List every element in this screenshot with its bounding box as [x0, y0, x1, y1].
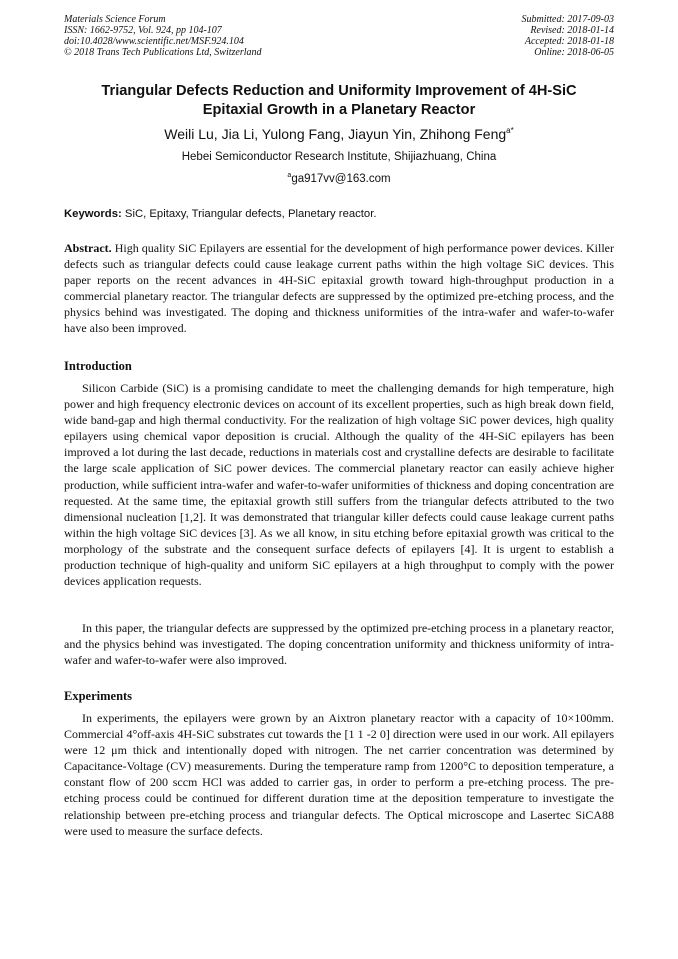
abstract-label: Abstract. — [64, 241, 112, 255]
title-line-2: Epitaxial Growth in a Planetary Reactor — [202, 102, 476, 118]
introduction-paragraph-2: In this paper, the triangular defects are suppressed by the optimized pre-etching process in a planetary reactor, and the physics behind was investigated. The doping concentration uniformity and thickness uniformity of intra-wafer and wafer-to-wafer were also improved. — [64, 621, 614, 668]
doi: doi:10.4028/www.scientific.net/MSF.924.104 — [64, 36, 244, 47]
journal-name: Materials Science Forum — [64, 14, 166, 25]
experiments-paragraph-1: In experiments, the epilayers were grown by an Aixtron planetary reactor with a capacity of 10×100mm. Commercial 4°off-axis 4H-SiC substrates cut towards the [1 1 -2 0] direction were used in our work. All epilayers were 12 μm thick and intentionally doped with nitrogen. The net carrier concentration was determined by Capacitance-Voltage (CV) measurements. During the temperature ramp from 1200°C to deposition temperature, a constant flow of 200 sccm HCl was added to carrier gas, in order to perform a pre-etching process. The pre-etching process could be continued for different duration time at the deposition temperature to investigate the relationship between pre-etching process and triangular defects. The Optical microscope and Lasertec SiCA88 were used to measure the surface defects. — [64, 711, 614, 838]
publication-dates — [522, 14, 615, 58]
introduction-heading: Introduction — [64, 359, 132, 373]
abstract-text: High quality SiC Epilayers are essential for the development of high performance power devices. Killer defects such as triangular defects could cause leakage current paths within the high voltage SiC devices. This paper reports on the recent advances in 4H-SiC epitaxial growth toward high-throughput production in a commercial planetary reactor. The triangular defects are suppressed by the optimized pre-etching process, and the physics behind was investigated. The doping and thickness uniformities of the intra-wafer and wafer-to-wafer have also been improved. — [64, 241, 614, 336]
author-email: ga917vv@163.com — [291, 173, 391, 185]
authors: Weili Lu, Jia Li, Yulong Fang, Jiayun Yin, Zhihong Feng — [164, 126, 507, 142]
copyright: © 2018 Trans Tech Publications Ltd, Switzerland — [64, 47, 262, 58]
submitted-date: Submitted: 2017-09-03 — [521, 14, 614, 25]
keywords-text: SiC, Epitaxy, Triangular defects, Planetary reactor. — [124, 208, 377, 220]
author-email-line — [64, 172, 614, 187]
revised-date: Revised: 2018-01-14 — [530, 25, 614, 36]
paper-title — [64, 82, 614, 120]
accepted-date: Accepted: 2018-01-18 — [524, 36, 614, 47]
introduction-paragraph-1: Silicon Carbide (SiC) is a promising candidate to meet the challenging demands for high temperature, high power and high frequency electronic devices on account of its excellent properties, such as high break down field, wide band-gap and high thermal conductivity. For the realization of high voltage SiC power devices, high quality epilayers using chemical vapor deposition is crucial. Although the quality of the 4H-SiC epilayers has been improved a lot during the last decade, reductions in materials cost and crystalline defects are desirable to facilitate the large scale application of SiC power devices. The commercial planetary reactor can easily achieve higher production, while sufficient intra-wafer and wafer-to-wafer uniformities of thickness and doping concentration are requested. At the same time, the epitaxial growth still suffers from the triangular defects attributed to the two dimensional nucleation [1,2]. It was demonstrated that triangular killer defects could cause leakage current paths within the high voltage SiC devices [3]. As we all know, in situ etching before epitaxial growth was critical to the morphology of the substrate and the consequent surface defects of epilayers [4]. It is urgent to establish a production technique of high-quality and uniform SiC epilayers at a high throughput to comply with the power devices application requests. — [64, 381, 614, 589]
keywords-label: Keywords: — [64, 208, 122, 220]
experiments-heading: Experiments — [64, 689, 133, 703]
author-list — [64, 125, 614, 143]
online-date: Online: 2018-06-05 — [534, 47, 614, 58]
author-affiliation-mark: a* — [506, 126, 514, 135]
title-line-1: Triangular Defects Reduction and Uniformity Improvement of 4H-SiC — [101, 83, 577, 99]
issn: ISSN: 1662-9752, Vol. 924, pp 104-107 — [64, 25, 222, 36]
email-mark: a — [287, 172, 292, 179]
keywords — [64, 207, 614, 222]
journal-info — [64, 14, 262, 58]
abstract — [64, 240, 614, 337]
affiliation: Hebei Semiconductor Research Institute, Shijiazhuang, China — [181, 151, 497, 163]
